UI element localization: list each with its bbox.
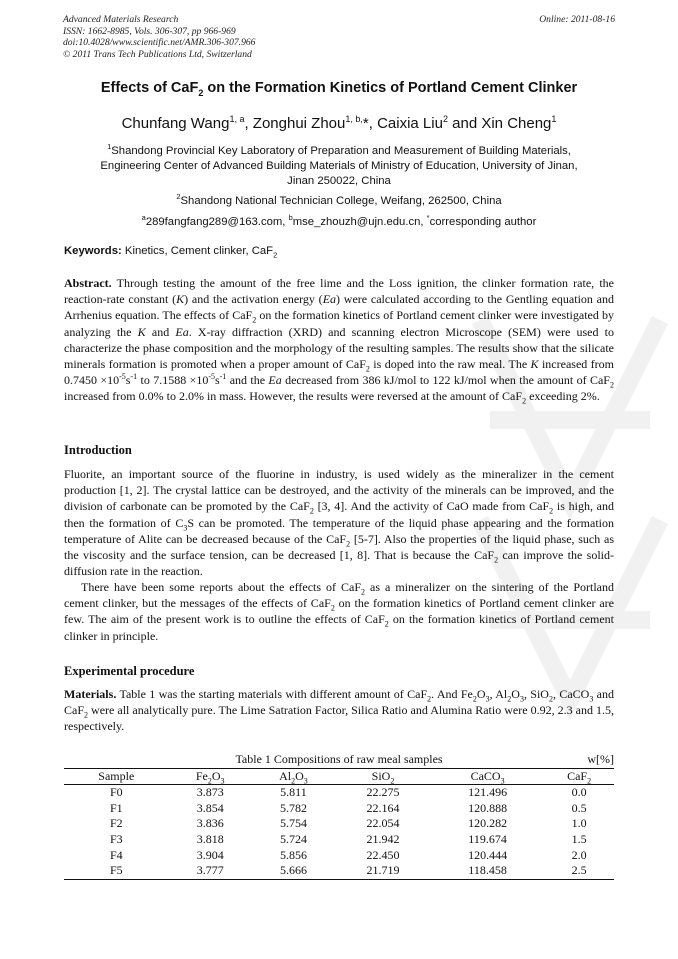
email-b: mse_zhouzh@ujn.edu.cn, — [292, 215, 427, 228]
paper-title: Effects of CaF$_2$ on the Formation Kinetics of Portland Cement Clinker — [100, 80, 578, 98]
introduction-heading: Introduction — [64, 443, 132, 457]
table-row: F0 3.873 5.811 22.275 121.496 0.0 — [109, 785, 587, 800]
abstract: Abstract. Through testing the amount of the free lime and the Loss ignition, the clinker formation rate, the reaction-rate constant (K) and the activation energy (Ea) were calculated according to the Gentling equation and Arrhenius equation. The effects of CaF$_2$ on the formation kinetics of Portland cement clinker were investigated by analyzing the K and Ea. X-ray diffraction (XRD) and scanning electron Microscope (SEM) were used to characterize the phase composition and the morphology of the resulting samples. The results show that the silicate minerals formation is promoted when a proper amount of CaF$_2$ is doped into the raw meal. The K increased from $0.7450 \times 10^{-5}s^{-1}$ to $7.1588 \times 10^{-5}s^{-1}$ and the Ea decreased from 386 kJ/mol to 122 kJ/mol when the amount of CaF$_2$ increased from 0.0% to 2.0% in mass. However, the results were reversed at the amount of CaF$_2$ exceeding 2%. — [64, 276, 615, 406]
column-header: CaCO$_3$ — [431, 769, 544, 785]
journal-header — [63, 14, 255, 60]
author-name: Chunfang Wang — [121, 115, 230, 132]
author-name: Caixia Liu — [377, 115, 443, 132]
introduction-paragraph-1: Fluorite, an important source of the fluorine in industry, is used widely as the mineralizer in the cement production [1, 2]. The crystal lattice can be destroyed, and the activity of the minerals can be improved, and the division of carbonate can be promoted by the CaF$_2$ [3, 4]. And the activity of CaO made from CaF$_2$ is high, and then the formation of $C_3S$ can be promoted. The temperature of the liquid phase appearing and the formation temperature of Alite can be decreased because of the CaF$_2$ [5-7]. Also the properties of the liquid phase, such as the viscosity and the surface tension, can be decreased [1, 8]. That is because the CaF$_2$ can improve the solid-diffusion rate in the reaction. — [64, 467, 615, 579]
table-row: F5 3.777 5.666 21.719 118.458 2.5 — [64, 863, 614, 879]
table-unit: w[%] — [587, 752, 614, 766]
table-row: F3 3.818 5.724 21.942 119.674 1.5 — [109, 832, 587, 847]
table-row: F1 3.854 5.782 22.164 120.888 0.5 — [109, 800, 587, 815]
table-title: Table 1 Compositions of raw meal samples — [235, 752, 443, 766]
issn-line: ISSN: 1662-8985, Vols. 306-307, pp 966-969 — [63, 25, 236, 37]
table-row: F2 3.836 5.754 22.054 120.282 1.0 — [109, 816, 587, 831]
introduction-paragraph-2: There have been some reports about the effects of CaF$_2$ as a mineralizer on the sintering of the Portland cement clinker, but the messages of the effects of CaF$_2$ on the formation kinetics of Portland cement clinker are few. The aim of the present work is to outline the effects of CaF$_2$ on the formation kinetics of Portland cement clinker in principle. — [64, 580, 615, 643]
column-header: $Fe_2O_3$ — [169, 769, 252, 785]
experimental-heading: Experimental procedure — [64, 664, 195, 678]
author-emails: $^a$289fangfang289@163.com, $^b$mse_zhouzh@ujn.edu.cn, *corresponding author — [141, 213, 537, 228]
author-name: Xin Cheng — [481, 115, 552, 132]
column-header: Sample — [64, 769, 169, 785]
affiliation-2: $^2$Shandong National Technician College, Weifang, 262500, China — [176, 192, 502, 207]
table-header-row — [64, 769, 614, 785]
affiliation-1: $^1$Shandong Provincial Key Laboratory of Preparation and Measurement of Building Materials, Engineering Center of Advanced Building Materials of Ministry of Education, University of Jinan, Jinan 250022, China — [100, 142, 578, 187]
keywords: Keywords: Kinetics, Cement clinker, CaF$_2$ — [64, 245, 278, 260]
materials-paragraph: Materials. Table 1 was the starting materials with different amount of CaF$_2$. And $Fe_2O_3$, $Al_2O_3$, SiO$_2$, CaCO$_3$ and CaF$_2$ were all analytically pure. The Lime Satration Factor, Silica Ratio and Alumina Ratio were 0.92, 2.3 and 1.5, respectively. — [64, 687, 615, 734]
journal-name: Advanced Materials Research — [63, 14, 179, 25]
email-a: 289fangfang289@163.com, — [145, 215, 289, 228]
composition-table — [64, 768, 614, 880]
author-name: Zonghui Zhou — [252, 115, 346, 132]
table-row: F4 3.904 5.856 22.450 120.444 2.0 — [109, 847, 587, 862]
doi-line: doi:10.4028/www.scientific.net/AMR.306-307.966 — [63, 37, 256, 48]
author-list: Chunfang Wang$^{1, a}$, Zonghui Zhou$^{1, b,}$*, Caixia Liu$^2$ and Xin Cheng$^1$ — [121, 114, 557, 132]
column-header: SiO$_2$ — [335, 769, 431, 785]
table-caption — [64, 752, 614, 767]
column-header: CaF$_2$ — [544, 769, 614, 785]
column-header: $Al_2O_3$ — [252, 769, 335, 785]
copyright-line: © 2011 Trans Tech Publications Ltd, Switzerland — [63, 48, 252, 60]
online-date: Online: 2011-08-16 — [539, 14, 615, 25]
